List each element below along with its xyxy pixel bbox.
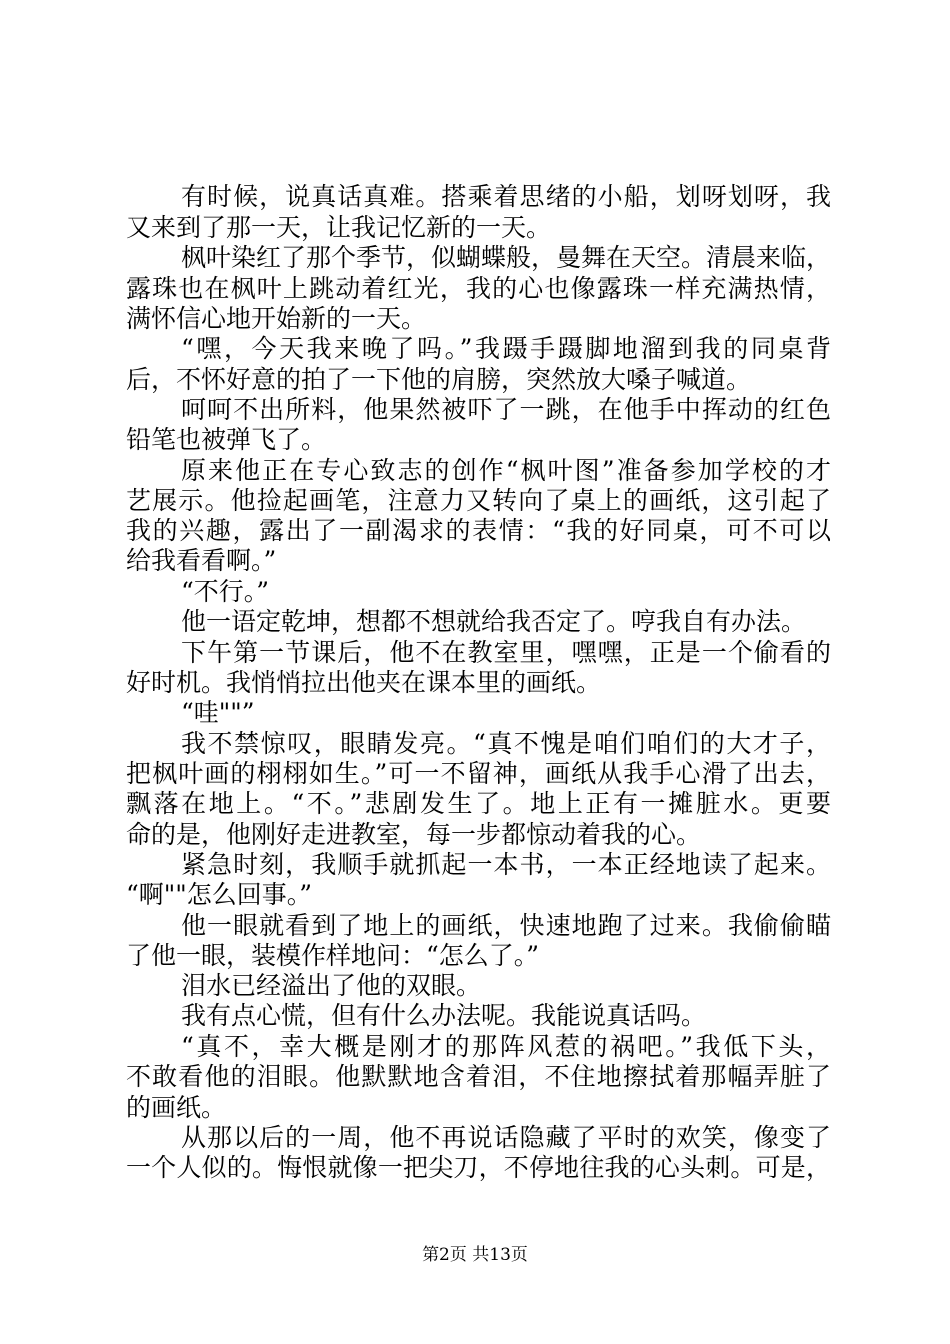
text-line: “真不，幸大概是刚才的那阵风惹的祸吧。”我低下头， (181, 1032, 831, 1061)
text-line: 了他一眼，装模作样地问：“怎么了。” (126, 941, 540, 970)
text-line: 飘落在地上。“不。”悲剧发生了。地上正有一摊脏水。更要 (126, 789, 831, 818)
text-line: 枫叶染红了那个季节，似蝴蝶般，曼舞在天空。清晨来临， (181, 243, 831, 272)
text-line: 的画纸。 (126, 1093, 227, 1122)
text-line: 铅笔也被弹飞了。 (126, 425, 327, 454)
text-line: 我的兴趣，露出了一副渴求的表情：“我的好同桌，可不可以 (126, 516, 831, 545)
text-line: 泪水已经溢出了他的双眼。 (181, 971, 482, 1000)
text-line: 他一语定乾坤，想都不想就给我否定了。哼我自有办法。 (181, 607, 807, 636)
page-number: 第2页 共13页 (422, 1245, 528, 1265)
text-line: 把枫叶画的栩栩如生。”可一不留神，画纸从我手心滑了出去， (126, 759, 831, 788)
text-line: 命的是，他刚好走进教室，每一步都惊动着我的心。 (126, 820, 702, 849)
text-line: 紧急时刻，我顺手就抓起一本书，一本正经地读了起来。 (181, 850, 831, 879)
text-line: 我不禁惊叹，眼睛发亮。“真不愧是咱们咱们的大才子， (181, 729, 831, 758)
text-line: 不敢看他的泪眼。他默默地含着泪，不住地擦拭着那幅弄脏了 (126, 1062, 831, 1091)
text-line: 呵呵不出所料，他果然被吓了一跳，在他手中挥动的红色 (181, 395, 831, 424)
text-line: 有时候，说真话真难。搭乘着思绪的小船，划呀划呀，我 (181, 182, 831, 211)
text-line: 好时机。我悄悄拉出他夹在课本里的画纸。 (126, 668, 602, 697)
text-line: 艺展示。他捡起画笔，注意力又转向了桌上的画纸，这引起了 (126, 486, 831, 515)
text-line: 露珠也在枫叶上跳动着红光，我的心也像露珠一样充满热情， (126, 274, 831, 303)
text-line: 我有点心慌，但有什么办法呢。我能说真话吗。 (181, 1001, 707, 1030)
text-line: 又来到了那一天，让我记忆新的一天。 (126, 213, 552, 242)
text-line: “不行。” (181, 577, 270, 606)
text-line: 一个人似的。悔恨就像一把尖刀，不停地往我的心头刺。可是， (126, 1153, 831, 1182)
text-line: 给我看看啊。” (126, 546, 277, 575)
text-line: “哇""” (181, 698, 255, 727)
text-line: 后，不怀好意的拍了一下他的肩膀，突然放大嗓子喊道。 (126, 365, 752, 394)
text-line: 满怀信心地开始新的一天。 (126, 304, 427, 333)
text-line: 从那以后的一周，他不再说话隐藏了平时的欢笑，像变了 (181, 1123, 831, 1152)
text-line: 原来他正在专心致志的创作“枫叶图”准备参加学校的才 (181, 456, 831, 485)
text-line: “啊""怎么回事。” (126, 880, 313, 909)
text-line: “嘿，今天我来晚了吗。”我蹑手蹑脚地溜到我的同桌背 (181, 334, 831, 363)
text-line: 下午第一节课后，他不在教室里，嘿嘿，正是一个偷看的 (181, 638, 831, 667)
text-line: 他一眼就看到了地上的画纸，快速地跑了过来。我偷偷瞄 (181, 911, 831, 940)
